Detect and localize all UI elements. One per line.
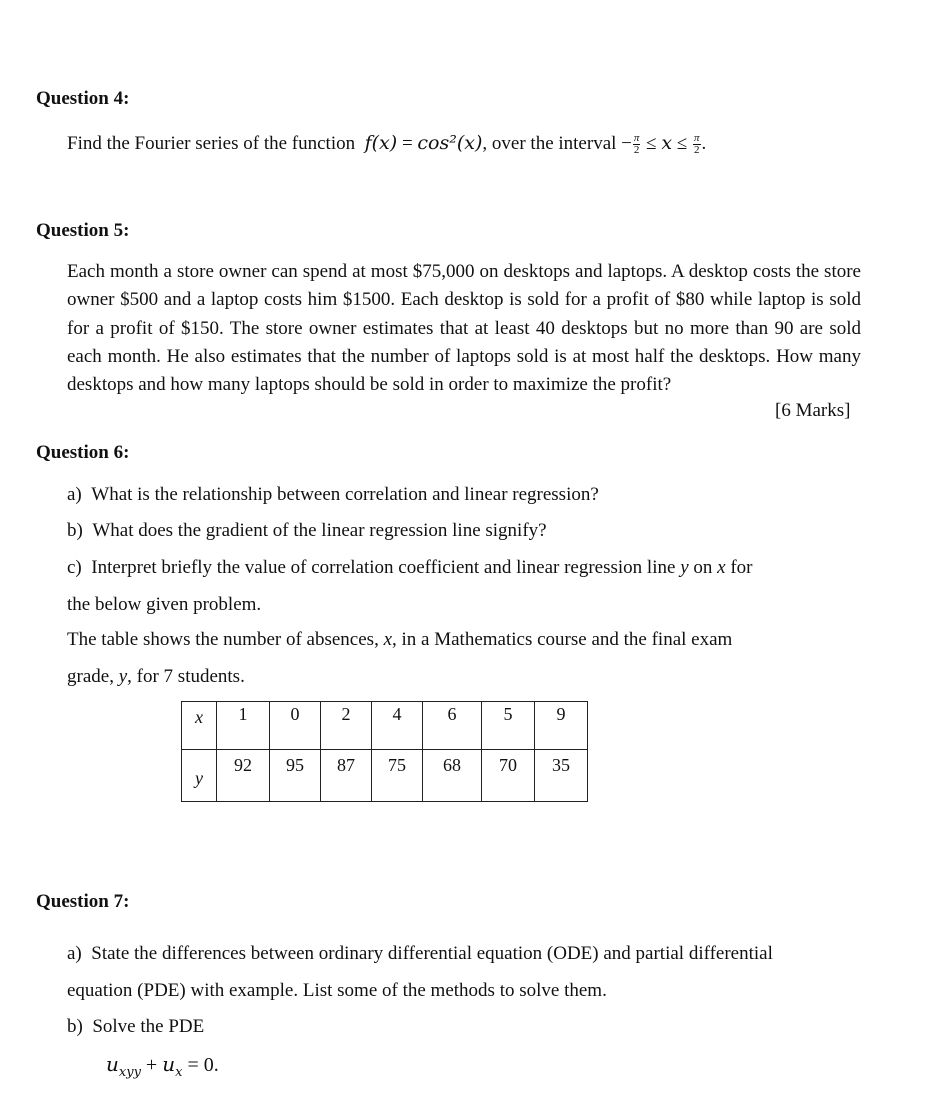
pde-subscript: x [175, 1065, 183, 1080]
table-header-y: y [182, 750, 217, 802]
table-intro-text: , for 7 students. [127, 666, 245, 687]
pde-u: u [106, 1052, 119, 1076]
question-7a-line2: equation (PDE) with example. List some of the methods to solve them. [67, 980, 607, 1001]
function-rhs: cos²(x) [417, 132, 483, 154]
table-intro-text: grade, [67, 666, 119, 687]
table-cell: 95 [270, 750, 321, 802]
question-4-title: Question 4: [36, 88, 130, 109]
table-intro-line2 [67, 666, 245, 688]
table-cell: 6 [423, 702, 482, 750]
table-intro-text: , in a Mathematics course and the final exam [392, 629, 733, 650]
table-cell: 68 [423, 750, 482, 802]
table-intro-text: The table shows the number of absences, [67, 629, 384, 650]
question-7-title: Question 7: [36, 891, 130, 912]
table-cell: 75 [372, 750, 423, 802]
question-5-title: Question 5: [36, 220, 130, 241]
period: . [701, 133, 707, 154]
variable-x: x [661, 132, 673, 154]
pde-rest: = 0. [182, 1054, 219, 1076]
pde-equation [106, 1052, 219, 1080]
question-6c [67, 557, 752, 579]
equals-sign: = [397, 133, 418, 154]
table-cell: 35 [535, 750, 588, 802]
leq-sign: ≤ [641, 133, 662, 154]
table-cell: 1 [217, 702, 270, 750]
table-cell: 87 [321, 750, 372, 802]
fraction-denominator: 2 [694, 144, 700, 157]
table-row-x [182, 702, 588, 750]
question-7a-line1: a) State the differences between ordinary differential equation (ODE) and partial differential [67, 943, 773, 964]
pde-subscript: xyy [118, 1065, 141, 1080]
table-cell: 92 [217, 750, 270, 802]
variable-y: y [118, 666, 128, 687]
table-row-y [182, 750, 588, 802]
table-cell: 70 [482, 750, 535, 802]
question-7b: b) Solve the PDE [67, 1016, 205, 1037]
function-lhs: f(x) [364, 132, 398, 154]
question-6c-line2: the below given problem. [67, 594, 262, 615]
question-6a: a) What is the relationship between correlation and linear regression? [67, 484, 599, 505]
variable-x: x [717, 557, 726, 578]
pi-over-2-fraction [693, 133, 701, 156]
question-5-marks: [6 Marks] [775, 400, 851, 421]
fraction-numerator: π [633, 132, 640, 145]
question-4-text [67, 132, 706, 156]
pi-over-2-fraction [633, 133, 641, 156]
interval-text: , over the interval [482, 133, 622, 154]
table-header-x: x [182, 702, 217, 750]
table-cell: 5 [482, 702, 535, 750]
question-5-paragraph: Each month a store owner can spend at most $75,000 on desktops and laptops. A desktop costs the store owner $500 and a laptop costs him $1500. Each desktop is sold for a profit of $80 while laptop is sold for a profit of $150. The store owner estimates that at least 40 desktops but no more than 90 are sold each month. He also estimates that the number of laptops sold is at most half the desktops. How many desktops and how many laptops should be sold in order to maximize the profit? [67, 261, 861, 396]
table-cell: 0 [270, 702, 321, 750]
question-6b: b) What does the gradient of the linear regression line signify? [67, 520, 547, 541]
question-6c-text: c) Interpret briefly the value of correlation coefficient and linear regression line [67, 557, 681, 578]
fraction-numerator: π [694, 132, 700, 145]
pde-u: u [162, 1052, 176, 1076]
variable-y: y [680, 557, 689, 578]
question-4-prompt: Find the Fourier series of the function [67, 133, 356, 154]
table-cell: 9 [535, 702, 588, 750]
minus-sign: − [621, 133, 632, 154]
table-cell: 2 [321, 702, 372, 750]
table-cell: 4 [372, 702, 423, 750]
fraction-denominator: 2 [633, 144, 640, 157]
variable-x: x [383, 629, 393, 650]
word-for: for [725, 557, 753, 578]
table-intro-line1 [67, 629, 732, 651]
word-on: on [688, 557, 718, 578]
plus-sign: + [140, 1054, 163, 1076]
question-6-title: Question 6: [36, 442, 130, 463]
leq-sign: ≤ [672, 133, 692, 154]
absences-grades-table [181, 701, 588, 802]
